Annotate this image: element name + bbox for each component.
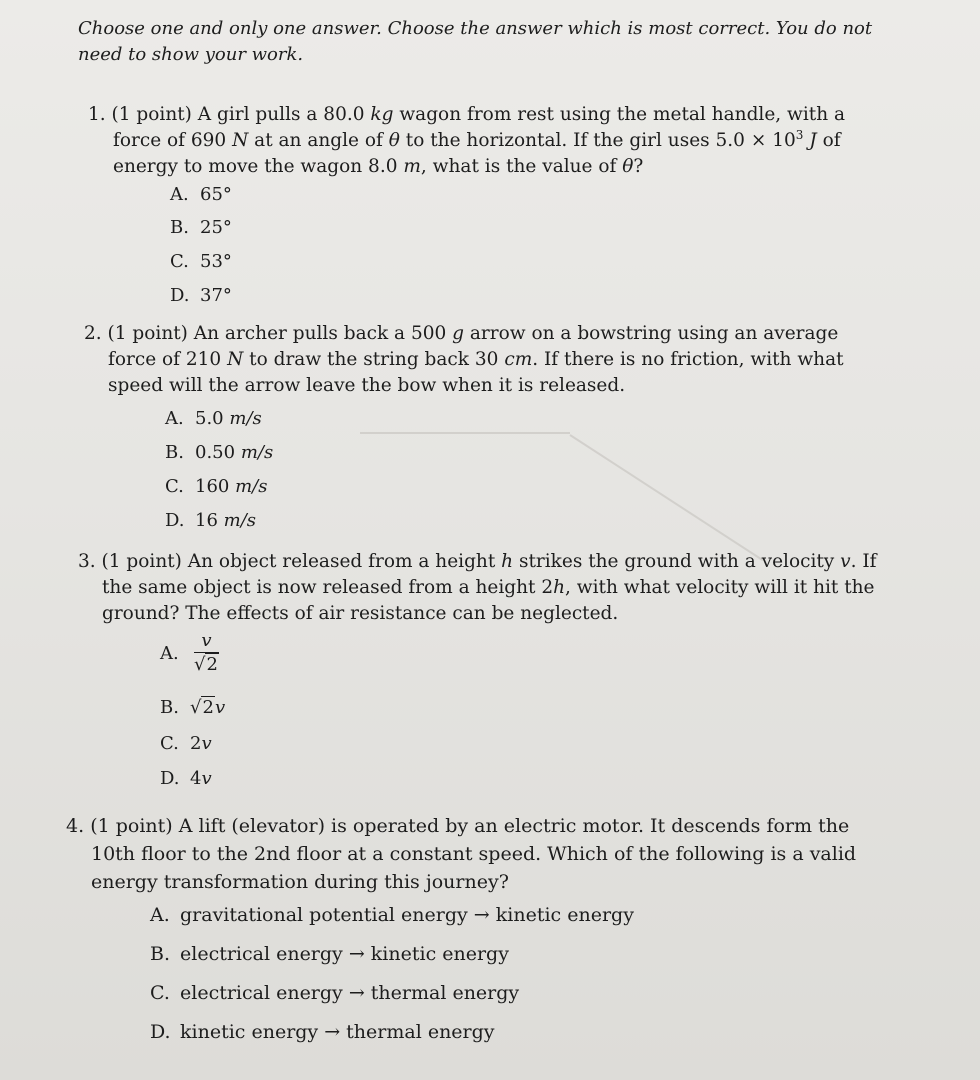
q1-choice-a[interactable]: A. 65° — [170, 184, 232, 205]
question-4 — [66, 812, 896, 896]
q2-choice-a[interactable]: A. 5.0 m/s — [165, 408, 262, 429]
bleed-through-line — [569, 434, 763, 561]
q3-choice-b[interactable]: B. √2v — [160, 697, 226, 718]
q4-choice-a[interactable]: A. gravitational potential energy → kinetic energy — [150, 904, 634, 926]
q3-choice-a[interactable]: A. $\frac{v}{√2}$ — [160, 630, 218, 675]
question-1 — [88, 102, 868, 180]
q3-choice-c[interactable]: C. 2v — [160, 733, 212, 754]
q4-choice-d[interactable]: D. kinetic energy → thermal energy — [150, 1021, 495, 1043]
q1-choice-d[interactable]: D. 37° — [170, 285, 232, 306]
sqrt-symbol: √ — [190, 697, 202, 718]
q2-choice-d[interactable]: D. 16 m/s — [165, 510, 257, 531]
instructions: Choose one and only one answer. Choose the answer which is most correct. You do not need to show your work. — [78, 18, 873, 65]
q4-choice-b[interactable]: B. electrical energy → kinetic energy — [150, 943, 509, 965]
sqrt-symbol: √ — [194, 654, 206, 675]
q1-choice-b[interactable]: B. 25° — [170, 217, 232, 238]
fraction-v-over-root2: $\frac{v}{√2}$ — [194, 630, 218, 675]
q2-choice-c[interactable]: C. 160 m/s — [165, 476, 268, 497]
bleed-through-line — [360, 432, 570, 434]
q3-choice-d[interactable]: D. 4v — [160, 768, 212, 789]
q4-choice-c[interactable]: C. electrical energy → thermal energy — [150, 982, 520, 1004]
question-3 — [78, 549, 878, 627]
question-2 — [84, 321, 874, 399]
q1-choice-c[interactable]: C. 53° — [170, 251, 232, 272]
question-3-text: 3. (1 point) An object released from a height h strikes the ground with a velocity v. If the same object is now released from a height 2h, with what velocity will it hit the ground? The effects of air resistance can be neglected. — [78, 551, 877, 624]
question-4-text: 4. (1 point) A lift (elevator) is operated by an electric motor. It descends form the 10th floor to the 2nd floor at a constant speed. Which of the following is a valid energy transformation during this journey? — [66, 815, 857, 893]
question-1-text: 1. (1 point) A girl pulls a 80.0 kg wagon from rest using the metal handle, with a force of 690 N at an angle of θ to the horizontal. If the girl uses $5.0 \times 10^3$ J of energy to move the wagon 8.0 m, what is the value of θ? — [88, 104, 846, 177]
question-2-text: 2. (1 point) An archer pulls back a 500 g arrow on a bowstring using an average force of 210 N to draw the string back 30 cm. If there is no friction, with what speed will the arrow leave the bow when it is released. — [84, 323, 844, 396]
q2-choice-b[interactable]: B. 0.50 m/s — [165, 442, 274, 463]
